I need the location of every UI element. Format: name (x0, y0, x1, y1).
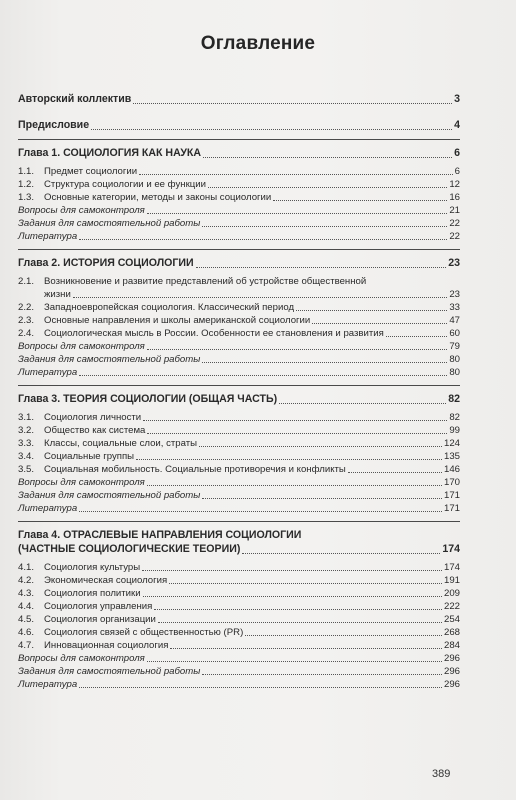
chapter-divider (18, 521, 460, 522)
section-number: 3.1. (18, 412, 35, 423)
leader-dots (169, 583, 442, 584)
toc-extra (18, 678, 460, 691)
leader-dots (143, 420, 447, 421)
section-page: 16 (449, 192, 460, 203)
leader-dots (245, 635, 442, 636)
chapter-page: 82 (448, 393, 460, 405)
section-title: Социология политики (44, 588, 141, 599)
leader-dots (386, 336, 448, 337)
section-page: 12 (449, 179, 460, 190)
leader-dots (142, 570, 442, 571)
section-title: Социальные группы (44, 451, 135, 462)
toc-extra (18, 230, 460, 243)
section-title: Инновационная социология (44, 640, 169, 651)
toc-section (18, 450, 460, 463)
section-number: 1.2. (18, 179, 35, 190)
section-number: 4.6. (18, 627, 35, 638)
section-number: 4.7. (18, 640, 35, 651)
section-number: 4.5. (18, 614, 35, 625)
toc-extra (18, 353, 460, 366)
toc-extra (18, 340, 460, 353)
section-page: 33 (449, 302, 460, 313)
section-number: 2.4. (18, 328, 35, 339)
leader-dots (79, 375, 447, 376)
extra-page: 171 (443, 490, 460, 501)
toc-entry-authors (18, 92, 460, 107)
table-of-contents (18, 92, 460, 691)
extra-page: 22 (449, 218, 460, 229)
toc-section (18, 191, 460, 204)
extra-page: 80 (449, 367, 460, 378)
leader-dots (154, 609, 442, 610)
extra-page: 296 (443, 666, 460, 677)
section-page: 82 (449, 412, 460, 423)
toc-section (18, 314, 460, 327)
leader-dots (147, 349, 448, 350)
section-page: 60 (449, 328, 460, 339)
extra-page: 22 (449, 231, 460, 242)
leader-dots (139, 174, 453, 175)
chapter-heading-3 (18, 392, 460, 407)
section-title: Социология управления (44, 601, 153, 612)
section-title: Общество как система (44, 425, 146, 436)
leader-dots (199, 446, 442, 447)
section-title-continued: жизни (44, 289, 71, 300)
leader-dots (202, 498, 442, 499)
section-title: Экономическая социология (44, 575, 168, 586)
section-page: 6 (454, 166, 460, 177)
section-title: Социология связей с общественностью (PR) (44, 627, 244, 638)
section-title: Социология организации (44, 614, 156, 625)
toc-section (18, 424, 460, 437)
section-title: Основные категории, методы и законы социологии (44, 192, 272, 203)
leader-dots (79, 687, 442, 688)
section-page: 135 (443, 451, 460, 462)
toc-extra (18, 366, 460, 379)
section-title: Классы, социальные слои, страты (44, 438, 198, 449)
toc-section (18, 600, 460, 613)
extra-page: 171 (443, 503, 460, 514)
toc-entry-page: 3 (454, 93, 460, 105)
leader-dots (147, 213, 448, 214)
leader-dots (242, 553, 440, 554)
section-number: 3.4. (18, 451, 35, 462)
toc-section (18, 587, 460, 600)
section-title: Социология личности (44, 412, 142, 423)
toc-section (18, 327, 460, 340)
section-number: 2.2. (18, 302, 35, 313)
leader-dots (312, 323, 447, 324)
section-page: 254 (443, 614, 460, 625)
chapter-title: Глава 1. СОЦИОЛОГИЯ КАК НАУКА (18, 147, 202, 159)
extra-title: Литература (18, 231, 78, 242)
chapter-divider (18, 139, 460, 140)
section-title: Основные направления и школы американской социологии (44, 315, 311, 326)
extra-title: Задания для самостоятельной работы (18, 354, 201, 365)
toc-section (18, 561, 460, 574)
chapter-heading-4-continued (18, 542, 460, 557)
leader-dots (279, 403, 446, 404)
extra-page: 296 (443, 679, 460, 690)
chapter-title-continued: (ЧАСТНЫЕ СОЦИОЛОГИЧЕСКИЕ ТЕОРИИ) (18, 543, 241, 555)
leader-dots (147, 661, 442, 662)
toc-section (18, 178, 460, 191)
section-page: 23 (449, 289, 460, 300)
leader-dots (273, 200, 447, 201)
extra-title: Литература (18, 367, 78, 378)
leader-dots (202, 226, 447, 227)
leader-dots (202, 362, 447, 363)
toc-entry-page: 4 (454, 119, 460, 131)
chapter-title: Глава 2. ИСТОРИЯ СОЦИОЛОГИИ (18, 257, 194, 269)
toc-section (18, 613, 460, 626)
extra-title: Вопросы для самоконтроля (18, 653, 145, 664)
section-page: 47 (449, 315, 460, 326)
extra-title: Литература (18, 503, 78, 514)
toc-section (18, 574, 460, 587)
toc-extra (18, 204, 460, 217)
toc-section (18, 626, 460, 639)
leader-dots (196, 267, 447, 268)
chapter-heading-1 (18, 146, 460, 161)
toc-section (18, 437, 460, 450)
toc-extra (18, 665, 460, 678)
section-number: 1.3. (18, 192, 35, 203)
extra-page: 21 (449, 205, 460, 216)
leader-dots (79, 511, 442, 512)
chapter-heading-2 (18, 256, 460, 271)
extra-title: Вопросы для самоконтроля (18, 341, 145, 352)
extra-title: Задания для самостоятельной работы (18, 666, 201, 677)
leader-dots (170, 648, 442, 649)
leader-dots (348, 472, 442, 473)
chapter-divider (18, 385, 460, 386)
toc-entry-text: Предисловие (18, 119, 90, 131)
chapter-divider (18, 249, 460, 250)
leader-dots (147, 485, 442, 486)
leader-dots (73, 297, 447, 298)
chapter-page: 23 (448, 257, 460, 269)
leader-dots (202, 674, 442, 675)
leader-dots (143, 596, 442, 597)
leader-dots (158, 622, 442, 623)
extra-page: 170 (443, 477, 460, 488)
extra-page: 296 (443, 653, 460, 664)
extra-title: Литература (18, 679, 78, 690)
section-number: 3.2. (18, 425, 35, 436)
section-number: 4.2. (18, 575, 35, 586)
leader-dots (79, 239, 447, 240)
extra-page: 79 (449, 341, 460, 352)
chapter-page: 6 (454, 147, 460, 159)
section-page: 284 (443, 640, 460, 651)
section-page: 124 (443, 438, 460, 449)
section-number: 4.1. (18, 562, 35, 573)
toc-section-continuation (18, 288, 460, 301)
section-title: Социология культуры (44, 562, 141, 573)
toc-entry-preface (18, 118, 460, 133)
section-page: 222 (443, 601, 460, 612)
extra-title: Вопросы для самоконтроля (18, 477, 145, 488)
leader-dots (136, 459, 442, 460)
toc-extra (18, 502, 460, 515)
chapter-page: 174 (442, 543, 460, 555)
toc-extra (18, 489, 460, 502)
section-title: Западноевропейская социология. Классический период (44, 302, 295, 313)
section-number: 3.3. (18, 438, 35, 449)
extra-title: Задания для самостоятельной работы (18, 490, 201, 501)
section-title: Предмет социологии (44, 166, 138, 177)
leader-dots (133, 103, 452, 104)
section-title: Возникновение и развитие представлений об устройстве общественной (44, 276, 367, 287)
toc-extra (18, 217, 460, 230)
chapter-title: Глава 4. ОТРАСЛЕВЫЕ НАПРАВЛЕНИЯ СОЦИОЛОГИИ (18, 529, 302, 541)
section-number: 2.1. (18, 276, 35, 287)
page-title: Оглавление (200, 33, 316, 54)
section-page: 209 (443, 588, 460, 599)
section-number: 4.4. (18, 601, 35, 612)
section-title: Социологическая мысль в России. Особенности ее становления и развития (44, 328, 384, 339)
section-number: 1.1. (18, 166, 35, 177)
toc-section (18, 301, 460, 314)
section-title: Структура социологии и ее функции (44, 179, 206, 190)
toc-section (18, 275, 460, 288)
extra-title: Задания для самостоятельной работы (18, 218, 201, 229)
leader-dots (203, 157, 452, 158)
toc-section (18, 165, 460, 178)
section-number: 2.3. (18, 315, 35, 326)
toc-section (18, 639, 460, 652)
extra-title: Вопросы для самоконтроля (18, 205, 145, 216)
toc-extra (18, 476, 460, 489)
leader-dots (208, 187, 447, 188)
section-number: 3.5. (18, 464, 35, 475)
toc-section (18, 463, 460, 476)
section-page: 268 (443, 627, 460, 638)
chapter-title: Глава 3. ТЕОРИЯ СОЦИОЛОГИИ (ОБЩАЯ ЧАСТЬ) (18, 393, 278, 405)
extra-page: 80 (449, 354, 460, 365)
chapter-heading-4 (18, 528, 460, 542)
section-page: 146 (443, 464, 460, 475)
toc-extra (18, 652, 460, 665)
toc-entry-text: Авторский коллектив (18, 93, 132, 105)
section-title: Социальная мобильность. Социальные противоречия и конфликты (44, 464, 346, 475)
leader-dots (147, 433, 447, 434)
leader-dots (91, 129, 452, 130)
section-page: 191 (443, 575, 460, 586)
toc-section (18, 411, 460, 424)
page-number: 389 (432, 768, 451, 780)
section-page: 174 (443, 562, 460, 573)
section-page: 99 (449, 425, 460, 436)
leader-dots (296, 310, 447, 311)
section-number: 4.3. (18, 588, 35, 599)
